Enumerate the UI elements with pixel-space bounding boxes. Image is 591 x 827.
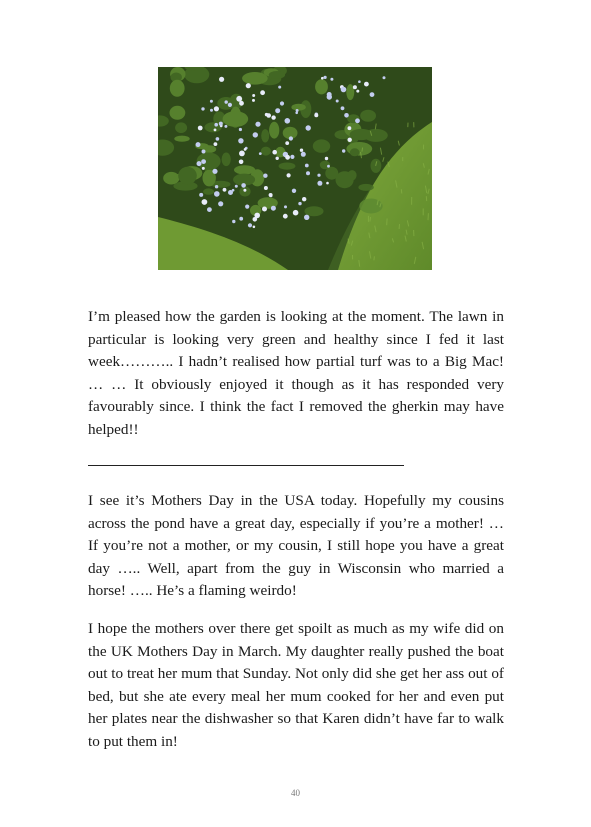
paragraph-mothers-day-uk: I hope the mothers over there get spoilt as much as my wife did on the UK Mothers Day in March. My daughter really pushed the boat out to treat her mum that Sunday. Not only did she get her ass out of bed, but she ate every meal her mum cooked for her and even put her plates near the dishwasher so that Karen didn’t have far to walk to put them in! xyxy=(88,620,504,750)
paragraph-mothers-day-usa: I see it’s Mothers Day in the USA today. Hopefully my cousins across the pond have a great day, especially if you’re a mother! … If you’re not a mother, or my cousin, I still hope you have a great day ….. Well, apart from the guy in Wisconsin who married a horse! ….. He’s a flaming weirdo! xyxy=(88,492,504,600)
garden-photo-image xyxy=(158,67,432,270)
garden-photo xyxy=(158,67,432,270)
page-number: 40 xyxy=(291,788,300,798)
paragraph-garden: I’m pleased how the garden is looking at the moment. The lawn in particular is looking very green and healthy since I fed it last week……….. I hadn’t realised how partial turf was to a Big Mac! … … It obviously enjoyed it though as it has responded very favourably since. I think the fact I removed the gherkin may have helped!! xyxy=(88,308,504,438)
section-divider xyxy=(88,465,404,466)
